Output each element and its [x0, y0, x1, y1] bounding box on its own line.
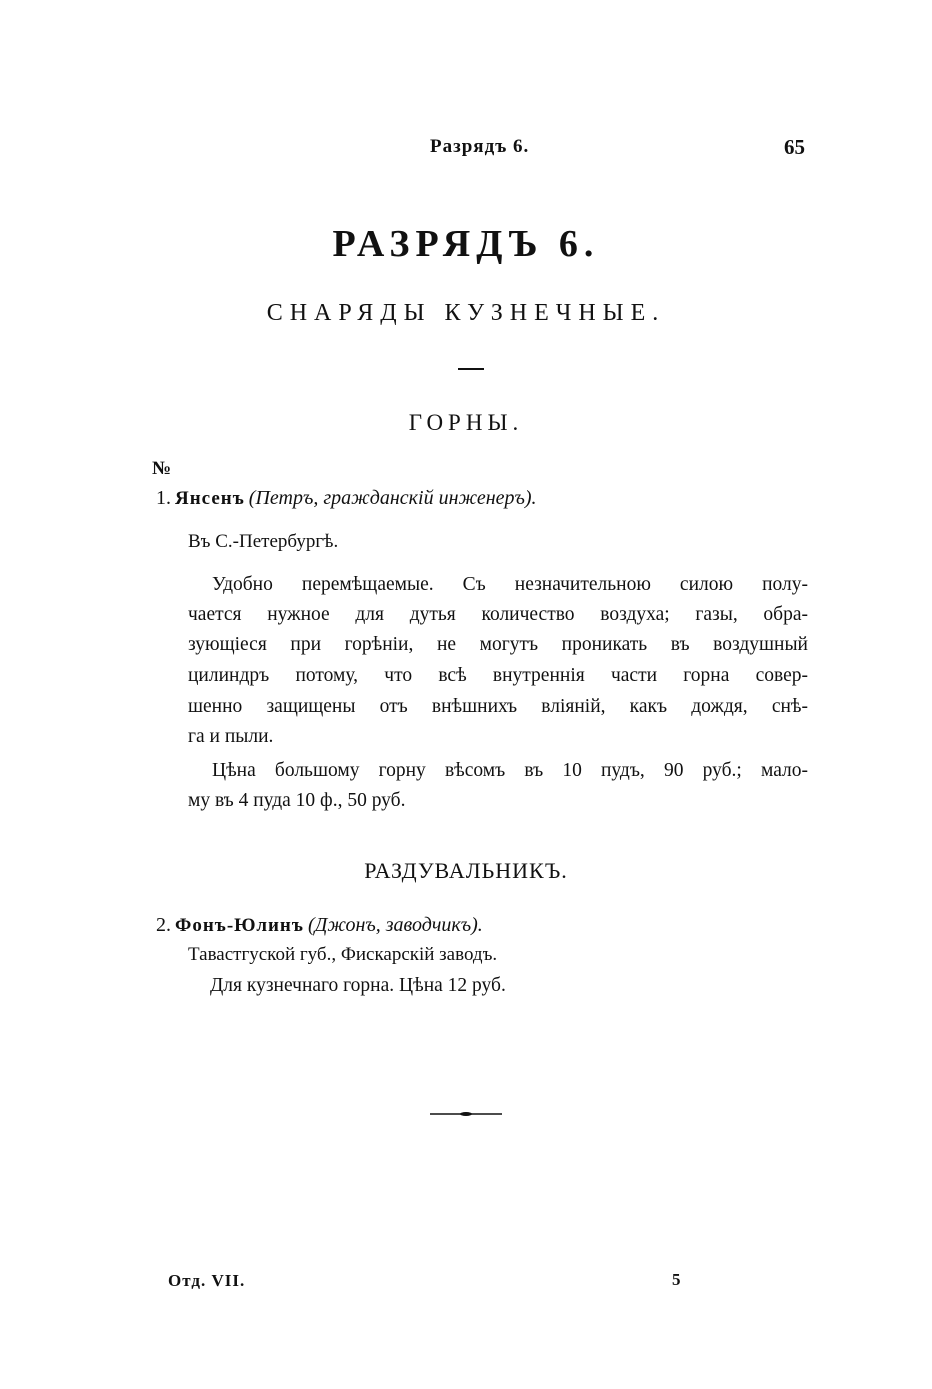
entry-description: Для кузнечнаго горна. Цѣна 12 руб. [210, 975, 506, 996]
entry-2-line [156, 914, 483, 937]
entry-location: Тавастгуской губ., Фискарскій заводъ. [188, 944, 498, 965]
section-subtitle: СНАРЯДЫ КУЗНЕЧНЫЕ. [266, 300, 666, 326]
description-line: цилиндръ потому, что всѣ внутреннія части горна совер- [188, 665, 808, 686]
description-line: зующіеся при горѣніи, не могутъ проникать въ воздушный [188, 634, 808, 655]
group-heading-blower: РАЗДУВАЛЬНИКЪ. [364, 858, 568, 883]
description-line: га и пыли. [188, 726, 274, 747]
divider-rule [458, 368, 484, 370]
page-number: 65 [784, 135, 805, 159]
entry-1-line [156, 487, 537, 510]
numero-label: № [152, 458, 172, 479]
description-line: Удобно перемѣщаемые. Съ незначительною силою полу- [212, 574, 808, 595]
entry-name: Фонъ-Юлинъ [175, 915, 304, 936]
footer-section-label: Отд. VII. [168, 1271, 246, 1290]
description-line: шенно защищены отъ внѣшнихъ вліяній, какъ дождя, снѣ- [188, 696, 808, 717]
running-title: Разрядъ 6. [430, 136, 530, 157]
entry-role: (Джонъ, заводчикъ). [307, 914, 483, 936]
section-title: РАЗРЯДЪ 6. [332, 223, 600, 265]
price-line: Цѣна большому горну вѣсомъ въ 10 пудъ, 90 руб.; мало- [212, 760, 808, 781]
entry-number: 2. [156, 914, 171, 936]
description-line: чается нужное для дутья количество воздуха; газы, обра- [188, 604, 808, 625]
entry-location: Въ С.-Петербургѣ. [188, 531, 339, 552]
entry-number: 1. [156, 487, 171, 509]
group-heading-forges: ГОРНЫ. [408, 410, 524, 435]
footer-signature-mark: 5 [672, 1270, 681, 1289]
entry-role: (Петръ, гражданскій инженеръ). [248, 487, 537, 509]
entry-name: Янсенъ [175, 488, 245, 509]
price-line: му въ 4 пуда 10 ф., 50 руб. [188, 790, 406, 811]
ornament-divider [430, 1112, 502, 1116]
